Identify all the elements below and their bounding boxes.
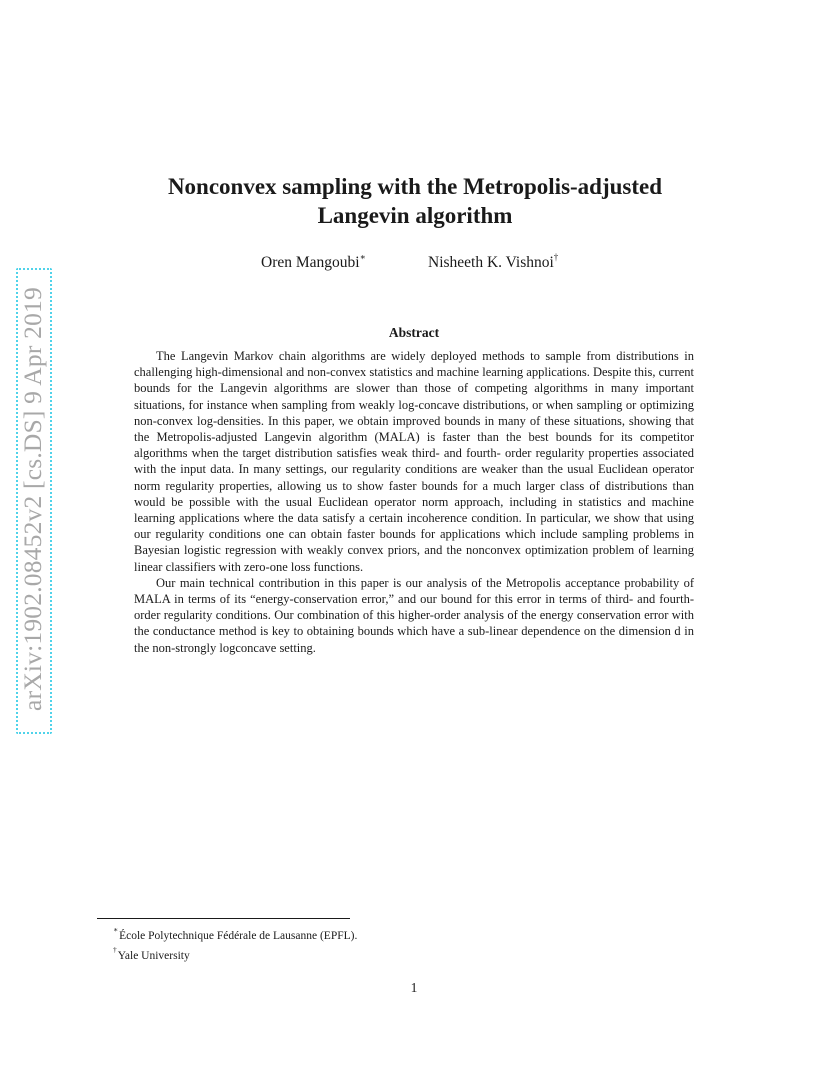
page-number: 1 xyxy=(410,980,418,995)
author-1 xyxy=(261,253,366,272)
author-1-footnote-mark: ∗ xyxy=(359,252,366,262)
footnote-2 xyxy=(113,944,357,964)
abstract-body xyxy=(134,348,694,656)
footnote-2-text: Yale University xyxy=(117,950,190,963)
footnote-divider xyxy=(97,918,350,919)
footnote-1-text: École Polytechnique Fédérale de Lausanne (EPFL). xyxy=(119,929,358,942)
abstract-heading: Abstract xyxy=(388,325,440,340)
footnote-1-mark: ∗ xyxy=(113,925,119,934)
author-2-name: Nisheeth K. Vishnoi xyxy=(428,254,554,272)
title-line-2: Langevin algorithm xyxy=(317,203,513,228)
arxiv-identifier: arXiv:1902.08452v2 [cs.DS] 9 Apr 2019 xyxy=(18,287,47,711)
author-1-name: Oren Mangoubi xyxy=(261,254,360,272)
author-list xyxy=(0,253,828,275)
title-line-1: Nonconvex sampling with the Metropolis-adjusted xyxy=(167,174,663,199)
paper-title xyxy=(95,172,735,230)
abstract-paragraph-1: The Langevin Markov chain algorithms are widely deployed methods to sample from distributions in challenging high-dimensional and non-convex statistics and machine learning applications. Despite this, current bounds for the Langevin algorithms are slower than those of competing algorithms in many important situations, for instance when sampling from weakly log-concave distributions, or when sampling or optimizing non-convex log-densities. In this paper, we obtain improved bounds in many of these situations, showing that the Metropolis-adjusted Langevin algorithm (MALA) is faster than the best bounds for its competitor algorithms when the target distribution satisfies weak third- and fourth- order regularity properties associated with the input data. In many settings, our regularity conditions are weaker than the usual Euclidean operator norm regularity properties, allowing us to show faster bounds for a much larger class of distributions than would be possible with the usual Euclidean operator norm approach, including in statistics and machine learning applications where the data satisfy a certain incoherence condition. In particular, we show that using our regularity conditions one can obtain faster bounds for applications which include sampling problems in Bayesian logistic regression with weakly convex priors, and the nonconvex optimization problem of learning linear classifiers with zero-one loss functions. xyxy=(134,349,694,574)
footnotes xyxy=(113,924,357,965)
author-2 xyxy=(428,253,558,272)
abstract-paragraph-2: Our main technical contribution in this paper is our analysis of the Metropolis acceptance probability of MALA in terms of its “energy-conservation error,” and our bound for this error in terms of third- and fourth- order regularity conditions. Our combination of this higher-order analysis of the energy conservation error with the conductance method is key to obtaining bounds which have a sub-linear dependence on the dimension d in the non-strongly logconcave setting. xyxy=(134,575,694,655)
footnote-1 xyxy=(113,924,357,944)
author-2-footnote-mark: † xyxy=(553,252,559,262)
footnote-2-mark: † xyxy=(113,945,117,955)
